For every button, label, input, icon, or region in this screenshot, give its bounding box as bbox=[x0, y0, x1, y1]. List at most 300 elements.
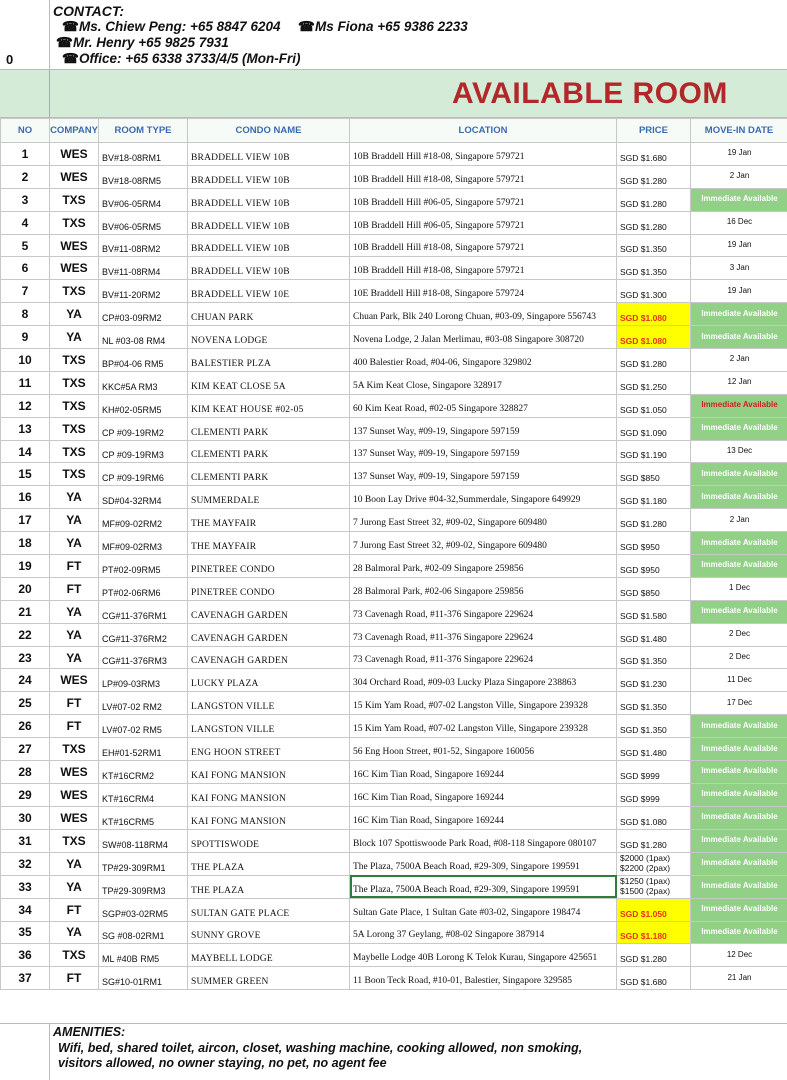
price-cell: SGD $1.280 bbox=[617, 211, 691, 234]
location-cell: 400 Balestier Road, #04-06, Singapore 329802 bbox=[350, 349, 617, 372]
table-row bbox=[1, 165, 787, 188]
row-number: 22 bbox=[1, 623, 50, 646]
price-cell: SGD $1.280 bbox=[617, 829, 691, 852]
room-type-cell: KT#16CRM4 bbox=[99, 783, 188, 806]
condo-name-cell: BRADDELL VIEW 10B bbox=[188, 188, 350, 211]
table-header-row bbox=[1, 119, 787, 143]
location-cell: 73 Cavenagh Road, #11-376 Singapore 229624 bbox=[350, 600, 617, 623]
condo-name-cell: SPOTTISWODE bbox=[188, 829, 350, 852]
condo-name-cell: SUMMERDALE bbox=[188, 486, 350, 509]
move-in-date-cell: Immediate Available bbox=[691, 417, 787, 440]
contact-row-number: 0 bbox=[6, 52, 14, 67]
row-number: 5 bbox=[1, 234, 50, 257]
condo-name-cell: BRADDELL VIEW 10B bbox=[188, 165, 350, 188]
room-type-cell: SD#04-32RM4 bbox=[99, 486, 188, 509]
row-number: 36 bbox=[1, 944, 50, 967]
header-condo-name: CONDO NAME bbox=[188, 119, 350, 143]
location-cell: 137 Sunset Way, #09-19, Singapore 597159 bbox=[350, 417, 617, 440]
condo-name-cell: CLEMENTI PARK bbox=[188, 417, 350, 440]
room-type-cell: CP #09-19RM2 bbox=[99, 417, 188, 440]
condo-name-cell: KIM KEAT CLOSE 5A bbox=[188, 371, 350, 394]
location-cell: Novena Lodge, 2 Jalan Merlimau, #03-08 Singapore 308720 bbox=[350, 326, 617, 349]
price-cell: SGD $1.280 bbox=[617, 349, 691, 372]
row-number: 7 bbox=[1, 280, 50, 303]
row-number: 15 bbox=[1, 463, 50, 486]
company-cell: YA bbox=[50, 303, 99, 326]
price-cell: SGD $1.080 bbox=[617, 326, 691, 349]
condo-name-cell: BRADDELL VIEW 10B bbox=[188, 234, 350, 257]
table-row bbox=[1, 715, 787, 738]
condo-name-cell: CHUAN PARK bbox=[188, 303, 350, 326]
phone-icon: ☎ bbox=[62, 19, 79, 34]
move-in-date-cell: 19 Jan bbox=[691, 280, 787, 303]
table-row bbox=[1, 394, 787, 417]
row-number: 17 bbox=[1, 509, 50, 532]
move-in-date-cell: 19 Jan bbox=[691, 143, 787, 166]
company-cell: TXS bbox=[50, 394, 99, 417]
row-number: 10 bbox=[1, 349, 50, 372]
company-cell: TXS bbox=[50, 738, 99, 761]
row-number: 37 bbox=[1, 967, 50, 990]
contact-line-1b bbox=[298, 19, 468, 35]
location-cell: 56 Eng Hoon Street, #01-52, Singapore 160056 bbox=[350, 738, 617, 761]
move-in-date-cell: Immediate Available bbox=[691, 715, 787, 738]
price-cell: SGD $999 bbox=[617, 761, 691, 784]
condo-name-cell: LUCKY PLAZA bbox=[188, 669, 350, 692]
company-cell: WES bbox=[50, 783, 99, 806]
move-in-date-cell: Immediate Available bbox=[691, 738, 787, 761]
room-type-cell: CG#11-376RM2 bbox=[99, 623, 188, 646]
phone-icon: ☎ bbox=[298, 19, 315, 34]
row-number: 33 bbox=[1, 875, 50, 898]
table-row bbox=[1, 600, 787, 623]
room-type-cell: BP#04-06 RM5 bbox=[99, 349, 188, 372]
move-in-date-cell: 11 Dec bbox=[691, 669, 787, 692]
price-cell: SGD $1.350 bbox=[617, 646, 691, 669]
company-cell: TXS bbox=[50, 440, 99, 463]
price-cell: SGD $1.680 bbox=[617, 143, 691, 166]
move-in-date-cell: 19 Jan bbox=[691, 234, 787, 257]
row-number: 21 bbox=[1, 600, 50, 623]
condo-name-cell: SULTAN GATE PLACE bbox=[188, 898, 350, 921]
location-cell: 10B Braddell Hill #18-08, Singapore 579721 bbox=[350, 165, 617, 188]
condo-name-cell: CAVENAGH GARDEN bbox=[188, 600, 350, 623]
company-cell: YA bbox=[50, 326, 99, 349]
location-cell: The Plaza, 7500A Beach Road, #29-309, Singapore 199591 bbox=[350, 875, 617, 898]
table-row bbox=[1, 738, 787, 761]
table-row bbox=[1, 417, 787, 440]
table-row bbox=[1, 371, 787, 394]
condo-name-cell: KAI FONG MANSION bbox=[188, 806, 350, 829]
condo-name-cell: SUMMER GREEN bbox=[188, 967, 350, 990]
condo-name-cell: SUNNY GROVE bbox=[188, 921, 350, 944]
table-row bbox=[1, 692, 787, 715]
move-in-date-cell: Immediate Available bbox=[691, 852, 787, 875]
move-in-date-cell: Immediate Available bbox=[691, 806, 787, 829]
contact-chiew-peng: Ms. Chiew Peng: +65 8847 6204 bbox=[79, 19, 281, 34]
room-type-cell: MF#09-02RM2 bbox=[99, 509, 188, 532]
move-in-date-cell: 17 Dec bbox=[691, 692, 787, 715]
table-row bbox=[1, 829, 787, 852]
row-number: 11 bbox=[1, 371, 50, 394]
price-cell: SGD $1.050 bbox=[617, 394, 691, 417]
company-cell: FT bbox=[50, 715, 99, 738]
table-row bbox=[1, 440, 787, 463]
room-type-cell: BV#06-05RM5 bbox=[99, 211, 188, 234]
price-cell: SGD $850 bbox=[617, 463, 691, 486]
location-cell: 7 Jurong East Street 32, #09-02, Singapore 609480 bbox=[350, 509, 617, 532]
row-number: 19 bbox=[1, 555, 50, 578]
condo-name-cell: CAVENAGH GARDEN bbox=[188, 623, 350, 646]
location-cell: 10E Braddell Hill #18-08, Singapore 579724 bbox=[350, 280, 617, 303]
row-number: 35 bbox=[1, 921, 50, 944]
location-cell: 7 Jurong East Street 32, #09-02, Singapore 609480 bbox=[350, 532, 617, 555]
location-cell: 11 Boon Teck Road, #10-01, Balestier, Singapore 329585 bbox=[350, 967, 617, 990]
company-cell: TXS bbox=[50, 463, 99, 486]
company-cell: TXS bbox=[50, 280, 99, 303]
row-number: 31 bbox=[1, 829, 50, 852]
price-cell: SGD $1.280 bbox=[617, 509, 691, 532]
amenities-text: Wifi, bed, shared toilet, aircon, closet, washing machine, cooking allowed, non smoking, visitors allowed, no owner staying, no pet, no agent fee bbox=[58, 1041, 583, 1070]
row-number: 14 bbox=[1, 440, 50, 463]
move-in-date-cell: Immediate Available bbox=[691, 783, 787, 806]
row-number: 13 bbox=[1, 417, 50, 440]
room-type-cell: SG#10-01RM1 bbox=[99, 967, 188, 990]
divider bbox=[49, 70, 50, 118]
move-in-date-cell: 1 Dec bbox=[691, 577, 787, 600]
company-cell: YA bbox=[50, 852, 99, 875]
table-row bbox=[1, 188, 787, 211]
table-row bbox=[1, 646, 787, 669]
row-number: 16 bbox=[1, 486, 50, 509]
room-type-cell: NL #03-08 RM4 bbox=[99, 326, 188, 349]
price-cell: SGD $1.250 bbox=[617, 371, 691, 394]
table-body bbox=[1, 143, 787, 990]
move-in-date-cell: Immediate Available bbox=[691, 303, 787, 326]
contact-line-1 bbox=[62, 19, 280, 35]
phone-icon: ☎ bbox=[56, 35, 73, 50]
room-type-cell: SG #08-02RM1 bbox=[99, 921, 188, 944]
condo-name-cell: BRADDELL VIEW 10B bbox=[188, 257, 350, 280]
row-number: 34 bbox=[1, 898, 50, 921]
price-cell: SGD $1.050 bbox=[617, 898, 691, 921]
room-type-cell: TP#29-309RM1 bbox=[99, 852, 188, 875]
room-type-cell: SW#08-118RM4 bbox=[99, 829, 188, 852]
move-in-date-cell: Immediate Available bbox=[691, 600, 787, 623]
condo-name-cell: KIM KEAT HOUSE #02-05 bbox=[188, 394, 350, 417]
company-cell: TXS bbox=[50, 417, 99, 440]
location-cell: 10B Braddell Hill #18-08, Singapore 579721 bbox=[350, 234, 617, 257]
price-cell: SGD $1.090 bbox=[617, 417, 691, 440]
move-in-date-cell: Immediate Available bbox=[691, 829, 787, 852]
company-cell: WES bbox=[50, 165, 99, 188]
table-row bbox=[1, 463, 787, 486]
price-cell: SGD $1.300 bbox=[617, 280, 691, 303]
row-number: 8 bbox=[1, 303, 50, 326]
move-in-date-cell: 2 Jan bbox=[691, 349, 787, 372]
table-row bbox=[1, 143, 787, 166]
row-number: 18 bbox=[1, 532, 50, 555]
location-cell: 15 Kim Yam Road, #07-02 Langston Ville, Singapore 239328 bbox=[350, 715, 617, 738]
row-number: 1 bbox=[1, 143, 50, 166]
location-cell: 10B Braddell Hill #06-05, Singapore 579721 bbox=[350, 211, 617, 234]
move-in-date-cell: 2 Jan bbox=[691, 165, 787, 188]
room-type-cell: BV#11-08RM2 bbox=[99, 234, 188, 257]
company-cell: TXS bbox=[50, 211, 99, 234]
company-cell: FT bbox=[50, 577, 99, 600]
table-row bbox=[1, 326, 787, 349]
company-cell: YA bbox=[50, 509, 99, 532]
header-move-in-date: MOVE-IN DATE bbox=[691, 119, 787, 143]
move-in-date-cell: 12 Jan bbox=[691, 371, 787, 394]
price-cell: SGD $1.280 bbox=[617, 188, 691, 211]
room-type-cell: TP#29-309RM3 bbox=[99, 875, 188, 898]
company-cell: WES bbox=[50, 143, 99, 166]
company-cell: TXS bbox=[50, 349, 99, 372]
price-cell: SGD $950 bbox=[617, 532, 691, 555]
amenities-section bbox=[0, 1023, 787, 1080]
row-number: 32 bbox=[1, 852, 50, 875]
company-cell: WES bbox=[50, 761, 99, 784]
condo-name-cell: LANGSTON VILLE bbox=[188, 715, 350, 738]
price-cell: SGD $1.230 bbox=[617, 669, 691, 692]
price-cell: SGD $1.350 bbox=[617, 715, 691, 738]
header-no: NO bbox=[1, 119, 50, 143]
phone-icon: ☎ bbox=[62, 51, 79, 66]
company-cell: TXS bbox=[50, 829, 99, 852]
company-cell: YA bbox=[50, 623, 99, 646]
company-cell: YA bbox=[50, 600, 99, 623]
table-row bbox=[1, 509, 787, 532]
price-cell: SGD $1.180 bbox=[617, 486, 691, 509]
move-in-date-cell: Immediate Available bbox=[691, 555, 787, 578]
condo-name-cell: THE PLAZA bbox=[188, 852, 350, 875]
company-cell: FT bbox=[50, 555, 99, 578]
location-cell: Sultan Gate Place, 1 Sultan Gate #03-02, Singapore 198474 bbox=[350, 898, 617, 921]
location-cell: 60 Kim Keat Road, #02-05 Singapore 328827 bbox=[350, 394, 617, 417]
location-cell: 304 Orchard Road, #09-03 Lucky Plaza Singapore 238863 bbox=[350, 669, 617, 692]
room-type-cell: LP#09-03RM3 bbox=[99, 669, 188, 692]
move-in-date-cell: 2 Dec bbox=[691, 646, 787, 669]
company-cell: FT bbox=[50, 692, 99, 715]
price-cell: SGD $1.280 bbox=[617, 165, 691, 188]
condo-name-cell: BRADDELL VIEW 10B bbox=[188, 143, 350, 166]
row-number: 26 bbox=[1, 715, 50, 738]
condo-name-cell: PINETREE CONDO bbox=[188, 555, 350, 578]
location-cell: 137 Sunset Way, #09-19, Singapore 597159 bbox=[350, 440, 617, 463]
divider bbox=[49, 0, 50, 70]
header-location: LOCATION bbox=[350, 119, 617, 143]
room-type-cell: KT#16CRM5 bbox=[99, 806, 188, 829]
company-cell: FT bbox=[50, 967, 99, 990]
price-cell: SGD $950 bbox=[617, 555, 691, 578]
price-cell: SGD $1.350 bbox=[617, 234, 691, 257]
location-cell: 28 Balmoral Park, #02-09 Singapore 259856 bbox=[350, 555, 617, 578]
room-type-cell: CG#11-376RM1 bbox=[99, 600, 188, 623]
location-cell: 5A Lorong 37 Geylang, #08-02 Singapore 387914 bbox=[350, 921, 617, 944]
room-type-cell: MF#09-02RM3 bbox=[99, 532, 188, 555]
company-cell: TXS bbox=[50, 944, 99, 967]
location-cell: 28 Balmoral Park, #02-06 Singapore 259856 bbox=[350, 577, 617, 600]
condo-name-cell: CAVENAGH GARDEN bbox=[188, 646, 350, 669]
table-row bbox=[1, 944, 787, 967]
row-number: 3 bbox=[1, 188, 50, 211]
company-cell: YA bbox=[50, 646, 99, 669]
title-banner bbox=[0, 70, 787, 118]
price-cell: SGD $1.350 bbox=[617, 257, 691, 280]
table-row bbox=[1, 280, 787, 303]
row-number: 2 bbox=[1, 165, 50, 188]
price-cell: SGD $1.080 bbox=[617, 806, 691, 829]
company-cell: FT bbox=[50, 898, 99, 921]
location-cell: 16C Kim Tian Road, Singapore 169244 bbox=[350, 761, 617, 784]
room-type-cell: PT#02-06RM6 bbox=[99, 577, 188, 600]
company-cell: YA bbox=[50, 921, 99, 944]
price-cell: SGD $1.190 bbox=[617, 440, 691, 463]
row-number: 6 bbox=[1, 257, 50, 280]
location-cell: 137 Sunset Way, #09-19, Singapore 597159 bbox=[350, 463, 617, 486]
room-type-cell: CP #09-19RM6 bbox=[99, 463, 188, 486]
move-in-date-cell: Immediate Available bbox=[691, 394, 787, 417]
row-number: 4 bbox=[1, 211, 50, 234]
table-row bbox=[1, 669, 787, 692]
price-cell: SGD $1.480 bbox=[617, 738, 691, 761]
location-cell: 73 Cavenagh Road, #11-376 Singapore 229624 bbox=[350, 623, 617, 646]
move-in-date-cell: Immediate Available bbox=[691, 532, 787, 555]
location-cell: 15 Kim Yam Road, #07-02 Langston Ville, Singapore 239328 bbox=[350, 692, 617, 715]
price-cell: SGD $1.480 bbox=[617, 623, 691, 646]
condo-name-cell: BALESTIER PLZA bbox=[188, 349, 350, 372]
location-cell: 16C Kim Tian Road, Singapore 169244 bbox=[350, 783, 617, 806]
company-cell: WES bbox=[50, 234, 99, 257]
table-row bbox=[1, 761, 787, 784]
condo-name-cell: CLEMENTI PARK bbox=[188, 440, 350, 463]
contact-fiona: Ms Fiona +65 9386 2233 bbox=[315, 19, 468, 34]
condo-name-cell: THE PLAZA bbox=[188, 875, 350, 898]
divider bbox=[49, 1024, 50, 1080]
table-row bbox=[1, 577, 787, 600]
room-type-cell: CP#03-09RM2 bbox=[99, 303, 188, 326]
table-row bbox=[1, 921, 787, 944]
location-cell: 5A Kim Keat Close, Singapore 328917 bbox=[350, 371, 617, 394]
table-row bbox=[1, 852, 787, 875]
condo-name-cell: BRADDELL VIEW 10B bbox=[188, 211, 350, 234]
row-number: 20 bbox=[1, 577, 50, 600]
row-number: 30 bbox=[1, 806, 50, 829]
move-in-date-cell: 13 Dec bbox=[691, 440, 787, 463]
table-row bbox=[1, 806, 787, 829]
table-row bbox=[1, 532, 787, 555]
table-row bbox=[1, 783, 787, 806]
condo-name-cell: KAI FONG MANSION bbox=[188, 783, 350, 806]
move-in-date-cell: 12 Dec bbox=[691, 944, 787, 967]
table-row bbox=[1, 486, 787, 509]
table-row bbox=[1, 623, 787, 646]
header-room-type: ROOM TYPE bbox=[99, 119, 188, 143]
room-type-cell: KT#16CRM2 bbox=[99, 761, 188, 784]
company-cell: YA bbox=[50, 486, 99, 509]
row-number: 9 bbox=[1, 326, 50, 349]
contact-title: CONTACT: bbox=[53, 3, 125, 19]
condo-name-cell: BRADDELL VIEW 10E bbox=[188, 280, 350, 303]
table-row bbox=[1, 257, 787, 280]
contact-henry: Mr. Henry +65 9825 7931 bbox=[73, 35, 229, 50]
contact-office: Office: +65 6338 3733/4/5 (Mon-Fri) bbox=[79, 51, 301, 66]
room-type-cell: EH#01-52RM1 bbox=[99, 738, 188, 761]
move-in-date-cell: Immediate Available bbox=[691, 875, 787, 898]
room-type-cell: BV#11-08RM4 bbox=[99, 257, 188, 280]
table-row bbox=[1, 303, 787, 326]
location-cell: Block 107 Spottiswoode Park Road, #08-118 Singapore 080107 bbox=[350, 829, 617, 852]
row-number: 12 bbox=[1, 394, 50, 417]
room-table bbox=[0, 118, 787, 990]
company-cell: WES bbox=[50, 806, 99, 829]
move-in-date-cell: Immediate Available bbox=[691, 761, 787, 784]
table-row bbox=[1, 234, 787, 257]
company-cell: TXS bbox=[50, 371, 99, 394]
location-cell: 10 Boon Lay Drive #04-32,Summerdale, Singapore 649929 bbox=[350, 486, 617, 509]
move-in-date-cell: 16 Dec bbox=[691, 211, 787, 234]
room-type-cell: BV#18-08RM1 bbox=[99, 143, 188, 166]
room-type-cell: CP #09-19RM3 bbox=[99, 440, 188, 463]
move-in-date-cell: Immediate Available bbox=[691, 463, 787, 486]
table-row bbox=[1, 898, 787, 921]
move-in-date-cell: Immediate Available bbox=[691, 921, 787, 944]
room-type-cell: ML #40B RM5 bbox=[99, 944, 188, 967]
row-number: 28 bbox=[1, 761, 50, 784]
price-cell: SGD $850 bbox=[617, 577, 691, 600]
company-cell: WES bbox=[50, 257, 99, 280]
condo-name-cell: PINETREE CONDO bbox=[188, 577, 350, 600]
price-cell: SGD $1.580 bbox=[617, 600, 691, 623]
move-in-date-cell: 3 Jan bbox=[691, 257, 787, 280]
move-in-date-cell: Immediate Available bbox=[691, 188, 787, 211]
move-in-date-cell: Immediate Available bbox=[691, 326, 787, 349]
room-type-cell: KH#02-05RM5 bbox=[99, 394, 188, 417]
condo-name-cell: ENG HOON STREET bbox=[188, 738, 350, 761]
move-in-date-cell: Immediate Available bbox=[691, 486, 787, 509]
header-price: PRICE bbox=[617, 119, 691, 143]
location-cell: 10B Braddell Hill #18-08, Singapore 579721 bbox=[350, 257, 617, 280]
room-type-cell: LV#07-02 RM2 bbox=[99, 692, 188, 715]
company-cell: WES bbox=[50, 669, 99, 692]
location-cell: 10B Braddell Hill #06-05, Singapore 579721 bbox=[350, 188, 617, 211]
price-cell: $1250 (1pax) $1500 (2pax) bbox=[617, 875, 691, 898]
company-cell: YA bbox=[50, 875, 99, 898]
table-row bbox=[1, 349, 787, 372]
contact-line-2 bbox=[56, 35, 229, 51]
row-number: 29 bbox=[1, 783, 50, 806]
location-cell: 16C Kim Tian Road, Singapore 169244 bbox=[350, 806, 617, 829]
location-cell: Maybelle Lodge 40B Lorong K Telok Kurau, Singapore 425651 bbox=[350, 944, 617, 967]
move-in-date-cell: 21 Jan bbox=[691, 967, 787, 990]
room-type-cell: BV#06-05RM4 bbox=[99, 188, 188, 211]
table-row bbox=[1, 555, 787, 578]
header-company: COMPANY bbox=[50, 119, 99, 143]
location-cell: The Plaza, 7500A Beach Road, #29-309, Singapore 199591 bbox=[350, 852, 617, 875]
condo-name-cell: THE MAYFAIR bbox=[188, 509, 350, 532]
page-title: AVAILABLE ROOM bbox=[452, 77, 728, 110]
location-cell: 73 Cavenagh Road, #11-376 Singapore 229624 bbox=[350, 646, 617, 669]
move-in-date-cell: Immediate Available bbox=[691, 898, 787, 921]
room-type-cell: SGP#03-02RM5 bbox=[99, 898, 188, 921]
condo-name-cell: LANGSTON VILLE bbox=[188, 692, 350, 715]
row-number: 23 bbox=[1, 646, 50, 669]
room-type-cell: CG#11-376RM3 bbox=[99, 646, 188, 669]
condo-name-cell: KAI FONG MANSION bbox=[188, 761, 350, 784]
location-cell: 10B Braddell Hill #18-08, Singapore 579721 bbox=[350, 143, 617, 166]
move-in-date-cell: 2 Jan bbox=[691, 509, 787, 532]
